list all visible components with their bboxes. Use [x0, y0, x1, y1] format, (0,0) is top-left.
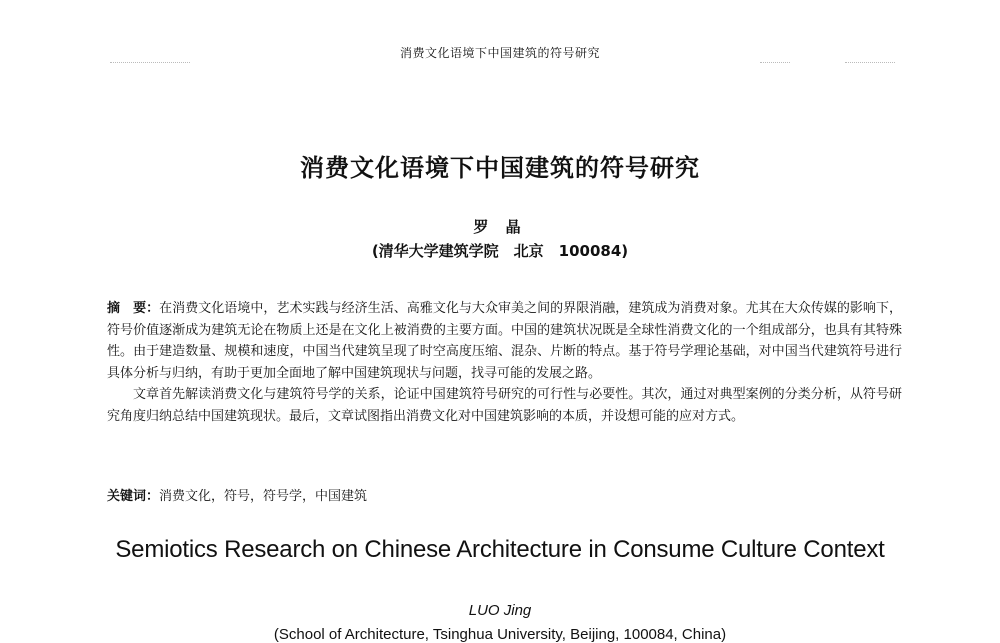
header-rule-right-a — [760, 62, 790, 64]
abstract-label: 摘 要： — [107, 301, 160, 316]
english-affiliation: (School of Architecture, Tsinghua University, Beijing, 100084, China) — [273, 626, 727, 643]
chinese-title: 消费文化语境下中国建筑的符号研究 — [300, 154, 700, 182]
header-rule-right-b — [845, 62, 895, 64]
abstract-paragraph-2: 文章首先解读消费文化与建筑符号学的关系，论证中国建筑符号研究的可行性与必要性。其次，通过对典型案例的分类分析，从符号研究角度归纳总结中国建筑现状。最后，文章试图指出消费文化对中国建筑影响的本质，并设想可能的应对方式。 — [107, 387, 902, 424]
chinese-abstract — [107, 298, 902, 427]
keywords-text: 消费文化，符号，符号学，中国建筑 — [159, 489, 368, 504]
chinese-keywords — [107, 487, 902, 507]
keywords-label: 关键词： — [107, 489, 160, 504]
english-title: Semiotics Research on Chinese Architecture in Consume Culture Context — [115, 536, 885, 563]
english-author: LUO Jing — [468, 602, 532, 619]
chinese-affiliation: (清华大学建筑学院 北京 100084) — [371, 242, 629, 260]
abstract-paragraph-1 — [107, 298, 902, 384]
chinese-author: 罗 晶 — [473, 218, 527, 236]
header-rule-left — [110, 62, 190, 64]
abstract-text-1: 在消费文化语境中，艺术实践与经济生活、高雅文化与大众审美之间的界限消融，建筑成为消费对象。尤其在大众传媒的影响下，符号价值逐渐成为建筑无论在物质上还是在文化上被消费的主要方面。中国的建筑状况既是全球性消费文化的一个组成部分，也具有其特殊性。由于建造数量、规模和速度，中国当代建筑呈现了时空高度压缩、混杂、片断的特点。基于符号学理论基础，对中国当代建筑符号进行具体分析与归纳，有助于更加全面地了解中国建筑现状与问题，找寻可能的发展之路。 — [107, 301, 902, 381]
running-header: 消费文化语境下中国建筑的符号研究 — [399, 46, 600, 60]
